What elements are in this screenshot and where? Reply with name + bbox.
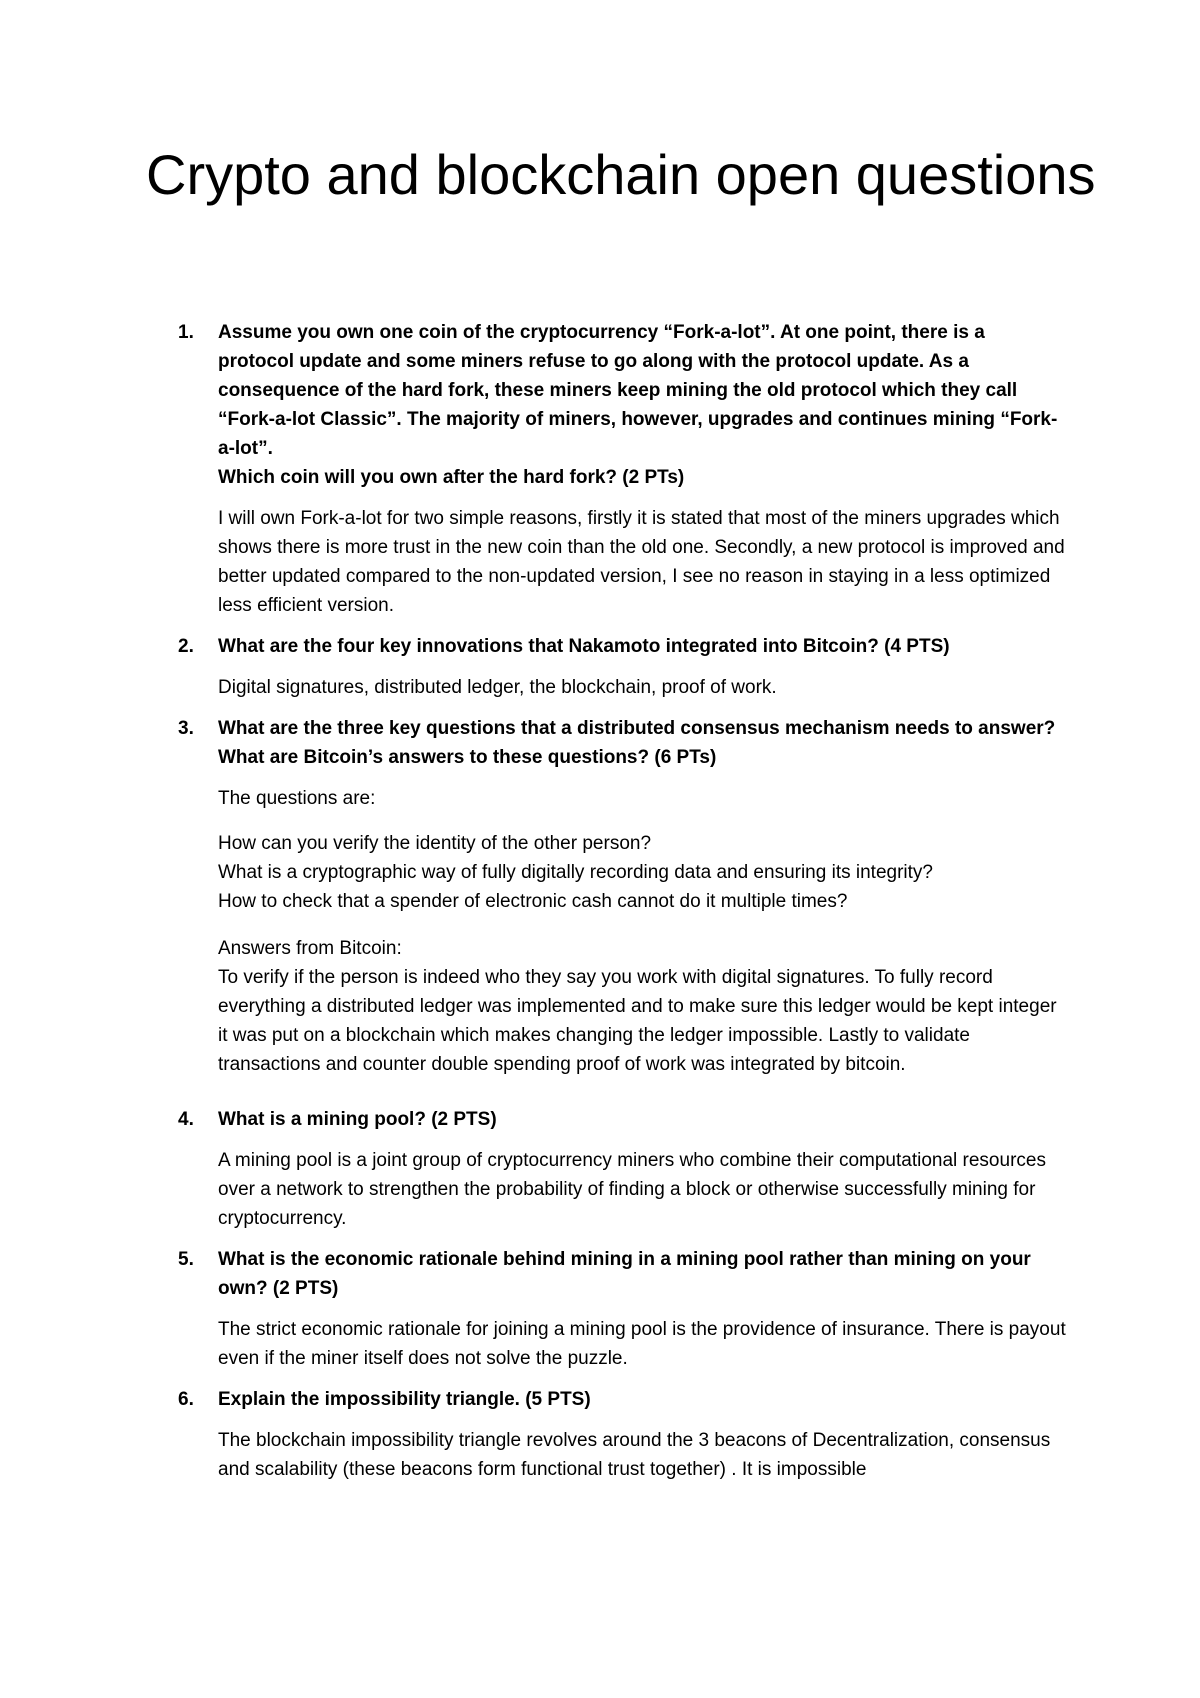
answer-text: The strict economic rationale for joining a mining pool is the providence of insurance. There is payout even if the miner itself does not solve the puzzle.	[218, 1319, 1066, 1369]
answer-text: The blockchain impossibility triangle revolves around the 3 beacons of Decentralization, consensus and scalability (these beacons form functional trust together) . It is impossible	[218, 1430, 1051, 1480]
question-text: Explain the impossibility triangle. (5 PTS)	[218, 1389, 591, 1410]
question-item-3	[146, 714, 1066, 1079]
question-number: 2.	[178, 636, 194, 657]
question-number: 1.	[178, 322, 194, 343]
question-number: 5.	[178, 1249, 194, 1270]
question-number: 3.	[178, 718, 194, 739]
question-item-5	[146, 1245, 1066, 1373]
answer-text: Digital signatures, distributed ledger, the blockchain, proof of work.	[218, 677, 777, 698]
question-text-line: Which coin will you own after the hard fork? (2 PTs)	[218, 467, 685, 488]
question-item-4	[146, 1105, 1066, 1233]
spacer	[218, 916, 1066, 934]
question-item-2	[146, 632, 1066, 702]
answer-question-line: How can you verify the identity of the other person?	[218, 833, 652, 854]
answer-heading: Answers from Bitcoin:	[218, 938, 402, 959]
question-list	[146, 318, 1066, 1496]
question-item-6	[146, 1385, 1066, 1484]
answer-block	[218, 784, 1066, 1079]
question-text	[218, 318, 1066, 492]
answer-text: I will own Fork-a-lot for two simple reasons, firstly it is stated that most of the miners upgrades which shows there is more trust in the new coin than the old one. Secondly, a new protocol is improved and better updated compared to the non-updated version, I see no reason in staying in a less optimized less efficient version.	[218, 508, 1065, 616]
question-item-1	[146, 318, 1066, 620]
question-number: 6.	[178, 1389, 194, 1410]
question-text-line: Assume you own one coin of the cryptocurrency “Fork-a-lot”. At one point, there is a protocol update and some miners refuse to go along with the protocol update. As a consequence of the hard fork, these miners keep mining the old protocol which they call “Fork-a-lot Classic”. The majority of miners, however, upgrades and continues mining “Fork-a-lot”.	[218, 322, 1058, 459]
answer-question-line: What is a cryptographic way of fully digitally recording data and ensuring its integrity?	[218, 862, 933, 883]
question-text: What is the economic rationale behind mining in a mining pool rather than mining on your own? (2 PTS)	[218, 1249, 1031, 1299]
question-text: What are the three key questions that a distributed consensus mechanism needs to answer? What are Bitcoin’s answers to these questions? (6 PTs)	[218, 718, 1056, 768]
document-title: Crypto and blockchain open questions	[146, 143, 1096, 206]
spacer	[218, 813, 1066, 829]
answer-body: To verify if the person is indeed who they say you work with digital signatures. To fully record everything a distributed ledger was implemented and to make sure this ledger would be kept integer it was put on a blockchain which makes changing the ledger impossible. Lastly to validate transactions and counter double spending proof of work was integrated by bitcoin.	[218, 967, 1057, 1075]
question-number: 4.	[178, 1109, 194, 1130]
answer-question-line: How to check that a spender of electronic cash cannot do it multiple times?	[218, 891, 848, 912]
answer-intro: The questions are:	[218, 788, 376, 809]
question-text: What are the four key innovations that Nakamoto integrated into Bitcoin? (4 PTS)	[218, 636, 950, 657]
question-text: What is a mining pool? (2 PTS)	[218, 1109, 497, 1130]
answer-text: A mining pool is a joint group of cryptocurrency miners who combine their computational resources over a network to strengthen the probability of finding a block or otherwise successfully mining for cryptocurrency.	[218, 1150, 1046, 1229]
